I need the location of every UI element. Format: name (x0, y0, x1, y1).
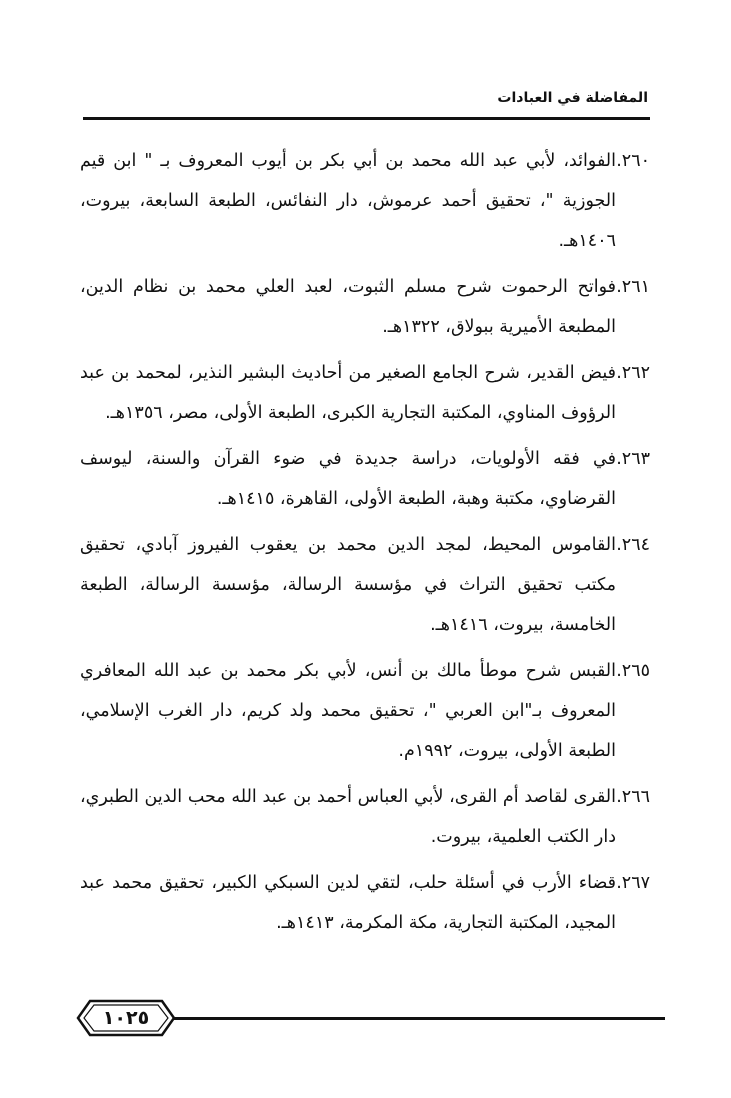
entry-number: ٢٦٥. (616, 661, 650, 681)
entry-number: ٢٦٠. (616, 151, 650, 171)
entry-number: ٢٦٣. (616, 449, 650, 469)
bibliography-list (80, 141, 650, 943)
page-number-badge (76, 998, 176, 1038)
bibliography-entry (80, 267, 650, 347)
entry-text: فيض القدير، شرح الجامع الصغير من أحاديث البشير النذير، لمحمد بن عبد الرؤوف المناوي، المكتبة التجارية الكبرى، الطبعة الأولى، مصر، ١٣٥٦هـ. (80, 363, 616, 423)
entry-text: فواتح الرحموت شرح مسلم الثبوت، لعبد العلي محمد بن نظام الدين، المطبعة الأميرية ببولاق، ١٣٢٢هـ. (80, 277, 616, 337)
bibliography-entry (80, 777, 650, 857)
entry-text: القاموس المحيط، لمجد الدين محمد بن يعقوب الفيروز آبادي، تحقيق مكتب تحقيق التراث في مؤسسة الرسالة، مؤسسة الرسالة، الطبعة الخامسة، بيروت، ١٤١٦هـ. (80, 535, 616, 635)
entry-number: ٢٦١. (616, 277, 650, 297)
entry-number: ٢٦٤. (616, 535, 650, 555)
entry-text: القبس شرح موطأ مالك بن أنس، لأبي بكر محمد بن عبد الله المعافري المعروف بـ"ابن العربي "، تحقيق محمد ولد كريم، دار الغرب الإسلامي، الطبعة الأولى، بيروت، ١٩٩٢م. (80, 661, 616, 761)
bibliography-entry (80, 651, 650, 771)
bibliography-entry (80, 141, 650, 261)
page-number: ١٠٢٥ (102, 1007, 150, 1029)
bibliography-entry (80, 863, 650, 943)
bibliography-entry (80, 525, 650, 645)
bibliography-entry (80, 439, 650, 519)
entry-text: القرى لقاصد أم القرى، لأبي العباس أحمد بن عبد الله محب الدين الطبري، دار الكتب العلمية، بيروت. (80, 787, 616, 847)
entry-number: ٢٦٧. (616, 873, 650, 893)
running-head: المفاضلة في العبادات (497, 90, 648, 106)
bibliography-entry (80, 353, 650, 433)
footer-rule (172, 1017, 665, 1020)
entry-number: ٢٦٦. (616, 787, 650, 807)
entry-number: ٢٦٢. (616, 363, 650, 383)
entry-text: الفوائد، لأبي عبد الله محمد بن أبي بكر بن أيوب المعروف بـ " ابن قيم الجوزية "، تحقيق أحمد عرموش، دار النفائس، الطبعة السابعة، بيروت، ١٤٠٦هـ. (80, 151, 616, 251)
entry-text: في فقه الأولويات، دراسة جديدة في ضوء القرآن والسنة، ليوسف القرضاوي، مكتبة وهبة، الطبعة الأولى، القاهرة، ١٤١٥هـ. (80, 449, 616, 509)
header-rule (83, 117, 650, 120)
entry-text: قضاء الأرب في أسئلة حلب، لتقي لدين السبكي الكبير، تحقيق محمد عبد المجيد، المكتبة التجارية، مكة المكرمة، ١٤١٣هـ. (80, 873, 616, 933)
